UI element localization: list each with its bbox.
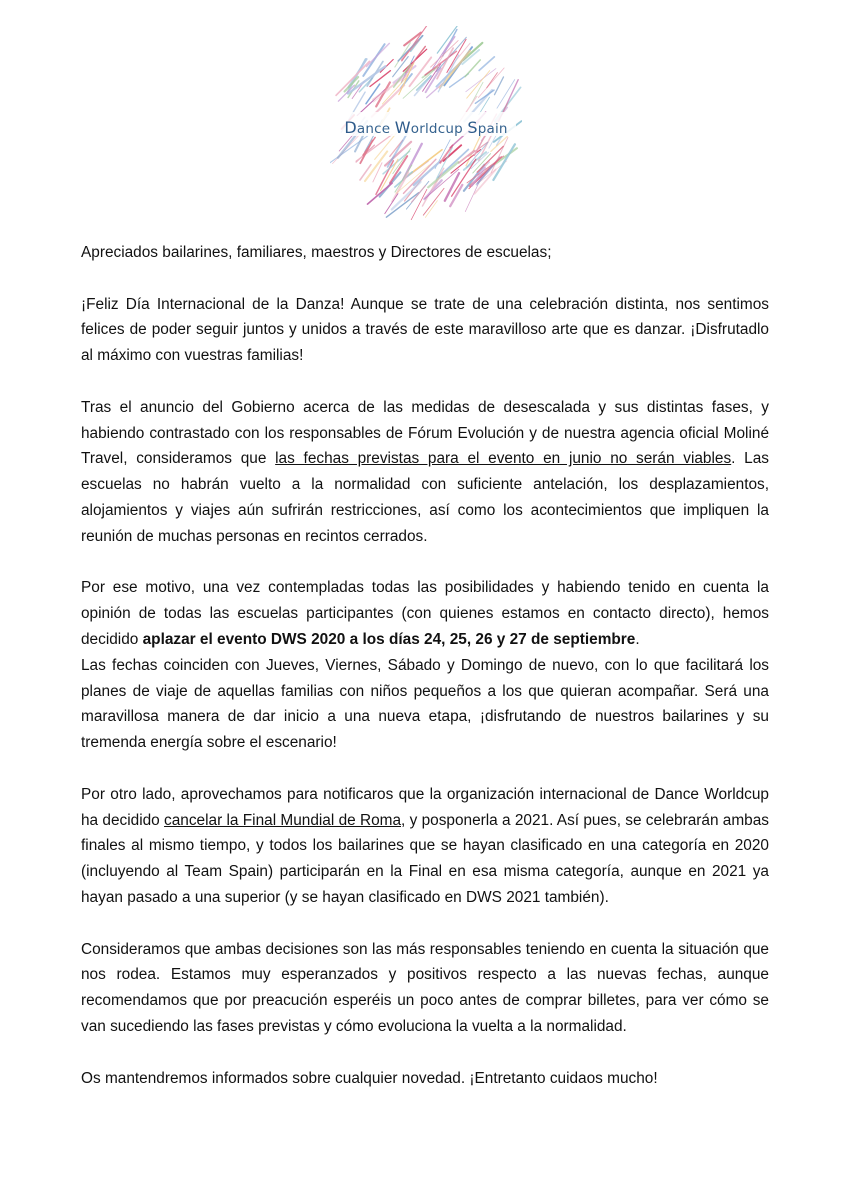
closing: Os mantendremos informados sobre cualquier novedad. ¡Entretanto cuidaos mucho! bbox=[81, 1069, 658, 1087]
paragraph-dance-day: ¡Feliz Día Internacional de la Danza! Aunque se trate de una celebración distinta, nos sentimos felices de poder seguir juntos y unidos a través de este maravilloso arte que es danzar. ¡Disfrutadlo al máximo con vuestras familias! bbox=[81, 295, 769, 365]
logo-stroke bbox=[360, 141, 372, 164]
paragraph-postponement: Por ese motivo, una vez contempladas todas las posibilidades y habiendo tenido en cuenta la opinión de todas las escuelas participantes (con quienes estamos en contacto directo), hemos decidido aplazar el evento DWS 2020 a los días 24, 25, 26 y 27 de septiembre. bbox=[81, 579, 769, 648]
bold-new-dates: aplazar el evento DWS 2020 a los días 24, 25, 26 y 27 de septiembre bbox=[142, 630, 636, 648]
paragraph-world-final: Por otro lado, aprovechamos para notificaros que la organización internacional de Dance Worldcup ha decidido cancelar la Final Mundial de Roma, y posponerla a 2021. Así pues, se celebrarán ambas finales al mismo tiempo, y todos los bailarines que se hayan clasificado en una categoría en 2020 (incluyendo al Team Spain) participarán en la Final en esa misma categoría, aunque en 2021 ya hayan pasado a una superior (y se hayan clasificado en DWS 2021 también). bbox=[81, 785, 769, 906]
underlined-cancel-final: cancelar la Final Mundial de Roma, bbox=[164, 811, 406, 829]
logo-stroke bbox=[404, 33, 421, 46]
logo-stroke bbox=[367, 43, 390, 66]
logo-stroke bbox=[433, 41, 451, 69]
paragraph-dates-weekdays: Las fechas coinciden con Jueves, Viernes, Sábado y Domingo de nuevo, con lo que facilitará los planes de viaje de aquellas familias con niños pequeños a los que quieran acompañar. Será una maravillosa manera de dar inicio a una nueva etapa, ¡disfrutando de nuestros bailarines y su tremenda energía sobre el escenario! bbox=[81, 656, 769, 752]
logo-stroke bbox=[423, 188, 444, 215]
underlined-june-dates: las fechas previstas para el evento en junio no serán viables bbox=[275, 450, 732, 468]
logo-stroke bbox=[495, 77, 504, 95]
logo-stroke bbox=[425, 201, 437, 218]
logo-stroke bbox=[466, 69, 496, 92]
logo-stroke bbox=[465, 60, 480, 77]
logo-stroke bbox=[386, 193, 418, 218]
logo-stroke bbox=[365, 151, 387, 181]
logo-stroke bbox=[475, 90, 494, 103]
dance-worldcup-spain-logo bbox=[330, 26, 522, 220]
paragraph-decisions: Consideramos que ambas decisiones son las más responsables teniendo en cuenta la situación que nos rodea. Estamos muy esperanzados y positivos respecto a las nuevas fechas, aunque recomendamos que por preacución esperéis un poco antes de comprar billetes, para ver cómo se van sucediendo las fases previstas y cómo evoluciona la vuelta a la normalidad. bbox=[81, 940, 769, 1035]
letter-body bbox=[81, 240, 769, 1117]
paragraph-government-announcement: Tras el anuncio del Gobierno acerca de las medidas de desescalada y sus distintas fases, y habiendo contrastado con los responsables de Fórum Evolución y de nuestra agencia oficial Moliné Travel, consideramos que las fechas previstas para el evento en junio no serán viables. Las escuelas no habrán vuelto a la normalidad con suficiente antelación, los desplazamientos, alojamientos y viajes aún sufrirán restricciones, así como los acontecimientos que impliquen la reunión de muchas personas en recintos cerrados. bbox=[81, 398, 769, 545]
logo-stroke bbox=[467, 71, 490, 99]
logo-stroke bbox=[479, 57, 494, 71]
logo-stroke bbox=[360, 165, 371, 180]
greeting: Apreciados bailarines, familiares, maestros y Directores de escuelas; bbox=[81, 244, 552, 261]
logo-stroke bbox=[438, 55, 459, 92]
logo-text: Dance Worldcup Spain bbox=[344, 118, 508, 137]
